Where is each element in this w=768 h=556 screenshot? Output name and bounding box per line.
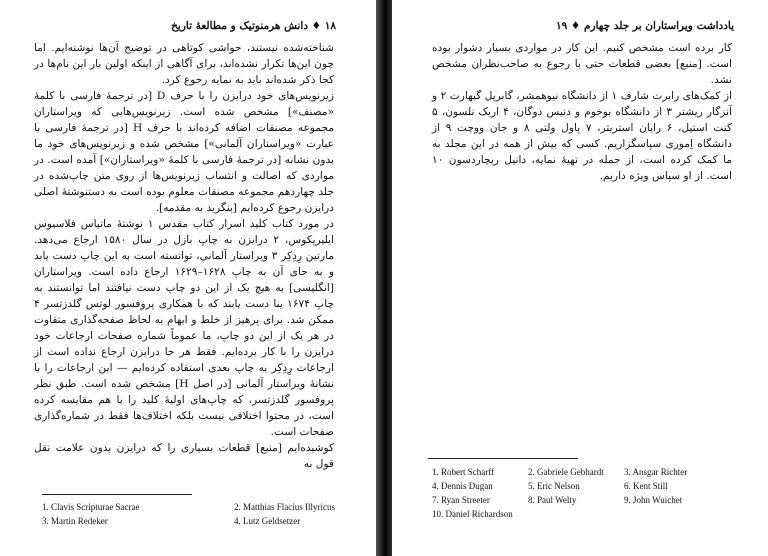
footnote: 5. Eric Nelson: [528, 481, 580, 491]
footnote: 10. Daniel Richardson: [432, 509, 513, 519]
footnote: 1. Robert Scharff: [432, 467, 495, 477]
footnote: 6. Kent Still: [624, 481, 668, 491]
footnote-rule: [42, 494, 192, 495]
paragraph: شناخته‌شده نیستند، حواشی کوتاهی در توضیح آن‌ها نوشته‌ایم. اما چون این‌ها تکرار نشده‌اند، برای آگاهی از اینکه اولین بار این نام‌ها در کجا ذکر شده‌اند باید به نمایه رجوع کرد.: [34, 42, 334, 86]
footnotes-left: [42, 500, 362, 540]
footnotes-right: [432, 465, 752, 525]
footnote: 3. Ansgar Richter: [624, 467, 688, 477]
footnote: 3. Martin Redeker: [42, 516, 108, 526]
right-body-text: [432, 40, 732, 184]
paragraph: در مورد کتاب کلید اسرار کتاب مقدس ۱ نوشتهٔ ماتیاس فلاسیوس ایلیریکوس، ۲ درایزن به چاپ بازل در سال ۱۵۸۰ ارجاع می‌دهد. مارتین رِدِکِر ۳ ویراستار آلمانی، توانسته است به این چاپ دست یابد و به جای آن به چاپ ۱۶۲۸–۱۶۲۹ ارجاع داده است. ویراستاران [انگلیسی] به هیچ یک از این دو چاپ دست نیافتند اما توانستند به چاپ ۱۶۷۴ ینا دست یابند که با همکاری پروفسور لوتس گلدزتسر ۴ ممکن شد. برای پرهیز از خلط و ابهام به لحاظ صفحه‌گذاری متفاوت در هر یک از این دو چاپ، ما عموماً شماره صفحات ارجاعات خود درایزن را با کار برده‌ایم. فقط هر جا درایزن ارجاع نداده است از ارجاعات رِدِکِر به چاپ بعدی استفاده کرده‌ایم — این ارجاعات را با نشانهٔ ویراستار آلمانی [در اصل H] مشخص شده است. طبق نظر پروفسور گلدزتسر، که چاپ‌های اولیهٔ کلید را با هم مقایسه کرده است، در محتوا اختلافی نیست بلکه اختلاف‌ها فقط در شماره‌گذاری صفحات است.: [34, 218, 334, 438]
footnote: 4. Dennis Dugan: [432, 481, 493, 491]
footnote: 2. Gabriele Gebhardt: [528, 467, 604, 477]
running-header-left: ۱۸ ♦ دانش هرمنوتیک و مطالعهٔ تاریخ: [171, 20, 336, 32]
left-page: [0, 0, 376, 556]
paragraph: کوشیده‌ایم [منبع] قطعات بسیاری را که درایزن بدون علامت نقل قول به: [34, 442, 334, 470]
footnote: 2. Matthias Flacius Illyricus: [234, 502, 335, 512]
paragraph: زیرنویس‌های خود درایزن را با حرف D [در ترجمهٔ فارسی با کلمهٔ «مصنف»] مشخص شده است. زیرنویس‌هایی که ویراستاران مجموعه مصنفات اضافه کرده‌اند با حرف H [در ترجمهٔ فارسی با عبارت «ویراستاران آلمانی»] مشخص شده و زیرنویس‌های خود ما بدون نشانه [در ترجمهٔ فارسی با کلمهٔ «ویراستاران»] آمده است. در مواردی که اصالت و انتساب زیرنویس‌ها از روی متن چاپ‌شده در جلد چهاردهم مجموعه مصنفات معلوم بوده است به دستنوشتهٔ اصلی درایزن رجوع کرده‌ایم [بنگرید به مقدمه].: [34, 90, 335, 214]
footnote: 8. Paul Welty: [528, 495, 577, 505]
paragraph: از کمک‌های رابرت شارف ۱ از دانشگاه نیوهمشر، گابریل گبهارت ۲ و آنزگار ریشتر ۳ از دانشگاه بوخوم و دنیس دوگان، ۴ اریک نلسون، ۵ کنت استیل، ۶ رایان استریتر، ۷ پاول ولتی ۸ و جان ووچت ۹ از دانشگاه اِموری سپاسگزاریم. کسی که بیش از همه در این مجلد به ما کمک کرده است، از جمله در تهیهٔ نمایه، دانیل ریچاردسون ۱۰ است. از او سپاس ویژه داریم.: [432, 90, 733, 182]
running-header-right: یادداشت ویراستاران بر جلد چهارم ♦ ۱۹: [556, 20, 734, 32]
footnote: 1. Clavis Scripturae Sacrae: [42, 502, 140, 512]
footnote-rule: [428, 458, 578, 459]
footnote: 7. Ryan Streeter: [432, 495, 490, 505]
book-gutter: [376, 0, 392, 556]
footnote: 4. Lutz Geldsetzer: [234, 516, 301, 526]
left-body-text: [34, 40, 334, 472]
paragraph: کار برده است مشخص کنیم. این کار در مواردی بسیار دشوار بوده است. [منبع] بعضی قطعات حتی با رجوع به صاحب‌نظران مشخص نشد.: [432, 42, 732, 86]
footnote: 9. John Wuichet: [624, 495, 683, 505]
